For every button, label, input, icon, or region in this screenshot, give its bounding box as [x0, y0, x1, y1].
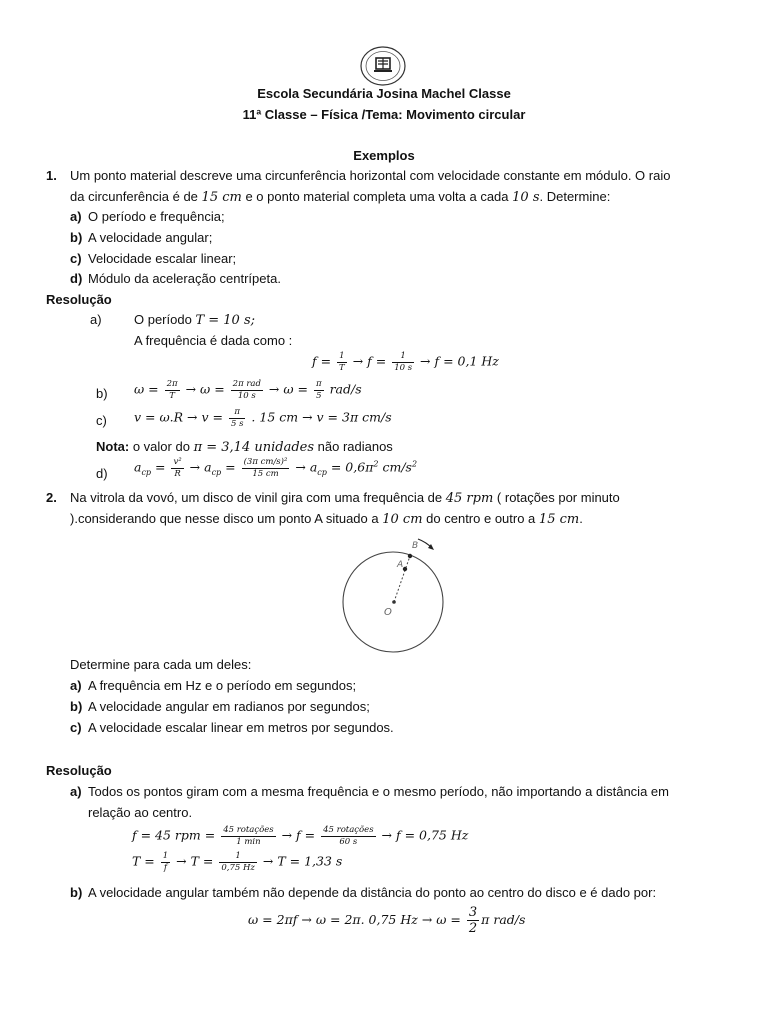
equation-angular-velocity-disc: ω = 2πf → ω = 2π. 0,75 Hz → ω = $\frac{3}{2}$ π rad/s — [248, 905, 526, 936]
list-item: c) A velocidade escalar linear em metros por segundos. — [70, 720, 394, 735]
label-b: B — [412, 541, 419, 551]
equation-angular-velocity: ω = $\frac{2\pi}{T}$ → ω = $\frac{\text{2π rad}}{10 s}$ → ω = $\frac{\pi}{5}$ rad/s — [134, 379, 362, 401]
list-item: a) O período e frequência; — [70, 209, 225, 224]
resolution-2-title: Resolução — [46, 763, 112, 778]
res1-d-label: d) — [96, 466, 108, 481]
equation-frequency-rpm: f = 45 rpm = $\frac{\text{45 rotações}}{1 \min}$ → f = $\frac{\text{45 rotações}}{60 s}$ → f = 0,75 Hz — [132, 825, 469, 847]
res2-b-line: b) A velocidade angular também não depende da distância do ponto ao centro do disco e é dado por: — [70, 885, 657, 900]
point-a — [403, 567, 407, 571]
question-1-line-2: da circunferência é de 15 cm e o ponto material completa uma volta a cada 10 s. Determine: — [70, 189, 611, 205]
res2-a-line-1: a) Todos os pontos giram com a mesma frequência e o mesmo período, não importando a distância em — [70, 784, 669, 799]
res1-a-freq-text: A frequência é dada como : — [134, 333, 293, 348]
label-o: O — [384, 607, 392, 618]
list-item: c) Velocidade escalar linear; — [70, 251, 237, 266]
label-a: A — [397, 560, 404, 570]
center-point — [392, 600, 396, 604]
question-2-line-2: ).considerando que nesse disco um ponto A situado a 10 cm do centro e outro a 15 cm. — [70, 511, 583, 527]
list-item: d) Módulo da aceleração centrípeta. — [70, 271, 281, 286]
school-name: Escola Secundária Josina Machel Classe — [257, 86, 511, 101]
equation-centripetal-acceleration: $a_{cp}$ = $\frac{\text{v²}}{R}$ → $a_{cp}$ = $\frac{\text{(3π cm/s)²}}{15 cm}$ → $a_{cp} = 0,6\pi^2$ $cm/s^2$ — [134, 457, 418, 479]
vinyl-disc-figure — [330, 530, 454, 656]
equation-frequency: f = $\frac{1}{T}$ → f = $\frac{1}{10 s}$ → f = 0,1 Hz — [312, 351, 499, 373]
determine-text: Determine para cada um deles: — [70, 657, 252, 672]
point-b — [408, 554, 412, 558]
class-subtitle: 11ª Classe – Física /Tema: Movimento circular — [242, 107, 526, 122]
equation-period: T = $\frac{1}{f}$ → T = $\frac{1}{0,75 Hz}$ → T = 1,33 s — [132, 851, 343, 873]
list-item: b) A velocidade angular; — [70, 230, 213, 245]
question-2-line-1: 2. Na vitrola da vovó, um disco de vinil gira com uma frequência de 45 rpm ( rotações por minuto — [46, 490, 620, 506]
section-title: Exemplos — [353, 148, 415, 163]
question-1-line-1: 1. Um ponto material descreve uma circunferência horizontal com velocidade constante em módulo. O raio — [46, 168, 671, 183]
list-item: b) A velocidade angular em radianos por segundos; — [70, 699, 370, 714]
res1-a-text: O período T = 10 s; — [134, 312, 256, 328]
res2-a-line-2: relação ao centro. — [88, 805, 193, 820]
res1-note: Nota: o valor do π = 3,14 unidades não radianos — [96, 439, 393, 455]
res1-b-label: b) — [96, 386, 108, 401]
equation-linear-velocity: v = ω.R → v = $\frac{\pi}{5 s}$ . 15 cm → v = 3π cm/s — [134, 407, 392, 429]
school-seal-icon — [359, 45, 407, 87]
res1-a-label: a) — [90, 312, 102, 327]
period-value: 10 s — [512, 190, 540, 205]
res1-c-label: c) — [96, 413, 107, 428]
list-item: a) A frequência em Hz e o período em segundos; — [70, 678, 357, 693]
resolution-1-title: Resolução — [46, 292, 112, 307]
question-number: 1. — [46, 168, 57, 183]
radius-value: 15 cm — [201, 190, 242, 205]
